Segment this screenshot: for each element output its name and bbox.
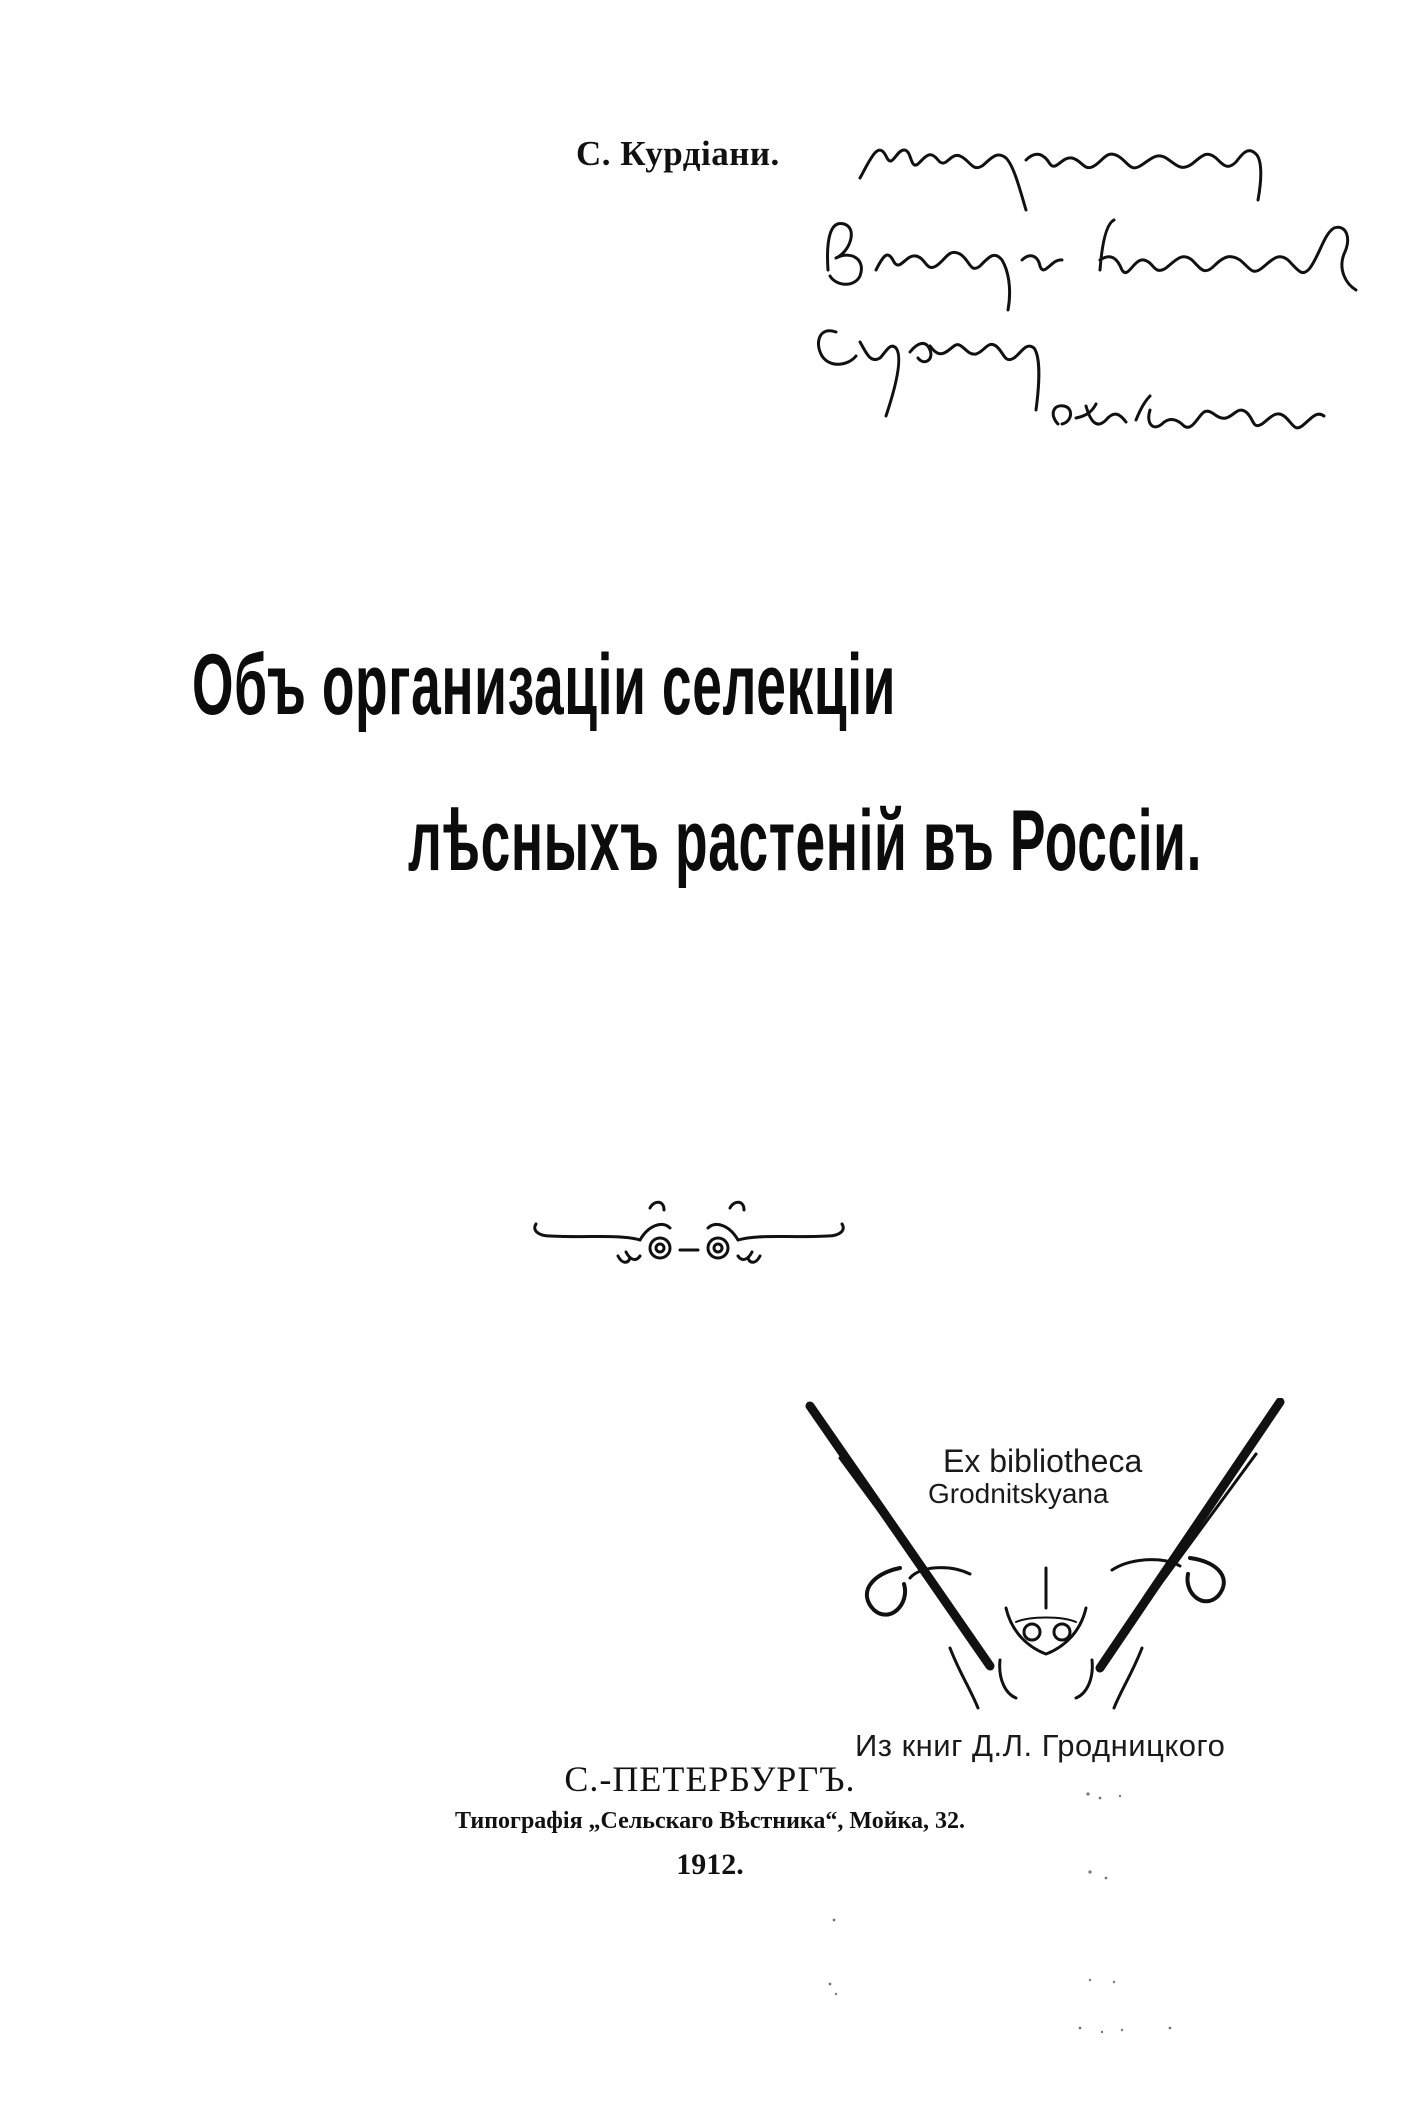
scan-specks bbox=[790, 1780, 1350, 2080]
imprint-year: 1912. bbox=[676, 1848, 744, 1881]
stamp-latin-line-1: Ex bibliotheca bbox=[943, 1443, 1143, 1479]
stamp-cyrillic-line: Из книг Д.Л. Гродницкого bbox=[855, 1728, 1226, 1763]
library-stamp bbox=[800, 1398, 1300, 1778]
imprint-city: С.-ПЕТЕРБУРГЪ. bbox=[564, 1759, 856, 1799]
handwritten-dedication bbox=[800, 120, 1410, 460]
imprint-press: Типографiя „Сельскаго Вѣстника“, Мойка, 32. bbox=[454, 1808, 966, 1834]
title-line-2: лѣсныхъ растенiй въ Россiи. bbox=[408, 793, 1203, 889]
title-line-1: Объ организацiи селекцiи bbox=[192, 637, 897, 733]
author-name: С. Курдiани. bbox=[576, 134, 780, 173]
stamp-latin-line-2: Grodnitskyana bbox=[928, 1478, 1109, 1509]
ornament-divider-icon bbox=[530, 1196, 848, 1268]
